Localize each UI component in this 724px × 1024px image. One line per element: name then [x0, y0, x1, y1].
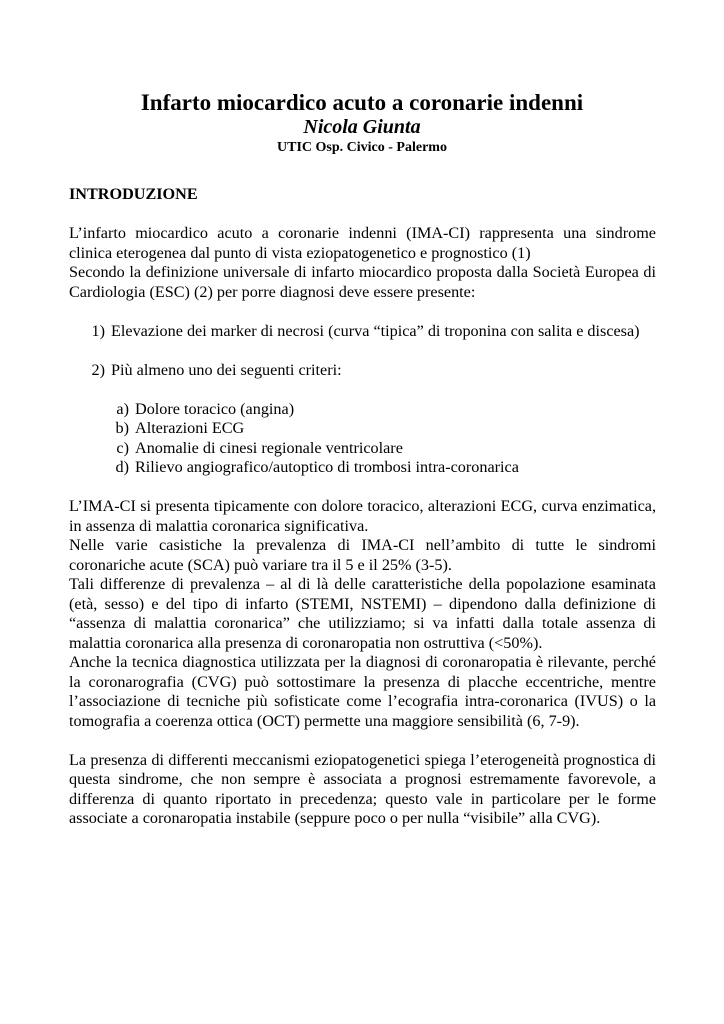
list-item — [69, 361, 656, 381]
document-body — [69, 185, 656, 829]
criteria-list — [69, 400, 656, 478]
body-paragraph: Nelle varie casistiche la prevalenza di IMA-CI nell’ambito di tutte le sindromi coronariche acute (SCA) può variare tra il 5 e il 25% (3-5). — [69, 536, 656, 574]
list-item-letter: b) — [115, 419, 129, 437]
list-item-letter: a) — [116, 399, 129, 418]
body-paragraph: La presenza di differenti meccanismi eziopatogenetici spiega l’eterogeneità prognostica di questa sindrome, che non sempre è associata a prognosi estremamente favorevole, a differenza di quanto riportato in precedenza; questo vale in particolare per le forme associate a coronaropatia instabile (seppure poco o per nulla “visibile” alla CVG). — [69, 750, 656, 827]
section-heading: INTRODUZIONE — [69, 185, 198, 203]
list-item — [69, 419, 656, 439]
list-item-number: 1) — [91, 321, 105, 340]
list-item-text: Rilievo angiografico/autoptico di trombosi intra-coronarica — [135, 458, 519, 476]
body-paragraph: L’IMA-CI si presenta tipicamente con dolore toracico, alterazioni ECG, curva enzimatica, in assenza di malattia coronarica significativa. — [69, 497, 656, 535]
list-item — [69, 458, 656, 478]
document-title: Infarto miocardico acuto a coronarie indenni — [140, 90, 584, 115]
body-paragraph: Tali differenze di prevalenza – al di là delle caratteristiche della popolazione esaminata (età, sesso) e del tipo di infarto (STEMI, NSTEMI) – dipendono dalla definizione di “assenza di malattia coronarica” che utilizziamo; si va infatti dalla totale assenza di malattia coronarica alla presenza di coronaropatia non ostruttiva (<50%). — [69, 575, 656, 652]
author-affiliation: UTIC Osp. Civico - Palermo — [277, 140, 447, 155]
numbered-list — [69, 322, 656, 381]
list-item-number: 2) — [91, 360, 105, 379]
list-item — [69, 439, 656, 459]
author-name: Nicola Giunta — [303, 116, 421, 138]
list-item-text: Più almeno uno dei seguenti criteri: — [111, 360, 342, 379]
intro-paragraph: Secondo la definizione universale di infarto miocardico proposta dalla Società Europea di Cardiologia (ESC) (2) per porre diagnosi deve essere presente: — [69, 263, 656, 301]
body-paragraph: Anche la tecnica diagnostica utilizzata per la diagnosi di coronaropatia è rilevante, perché la coronarografia (CVG) può sottostimare la presenza di placche eccentriche, mentre l’associazione di tecniche più sofisticate come l’ecografia intra-coronarica (IVUS) o la tomografia a coerenza ottica (OCT) permette una maggiore sensibilità (6, 7-9). — [69, 653, 656, 730]
intro-paragraph: L’infarto miocardico acuto a coronarie indenni (IMA-CI) rappresenta una sindrome clinica eterogenea dal punto di vista eziopatogenetico e prognostico (1) — [69, 224, 656, 262]
list-item-letter: c) — [116, 438, 129, 457]
list-item-text: Dolore toracico (angina) — [135, 399, 295, 418]
list-item — [69, 322, 656, 342]
list-item-text: Anomalie di cinesi regionale ventricolare — [135, 438, 403, 457]
list-item-text: Elevazione dei marker di necrosi (curva “tipica” di troponina con salita e discesa) — [111, 321, 640, 340]
list-item — [69, 400, 656, 420]
list-item-text: Alterazioni ECG — [135, 419, 245, 437]
list-item-letter: d) — [115, 458, 129, 476]
